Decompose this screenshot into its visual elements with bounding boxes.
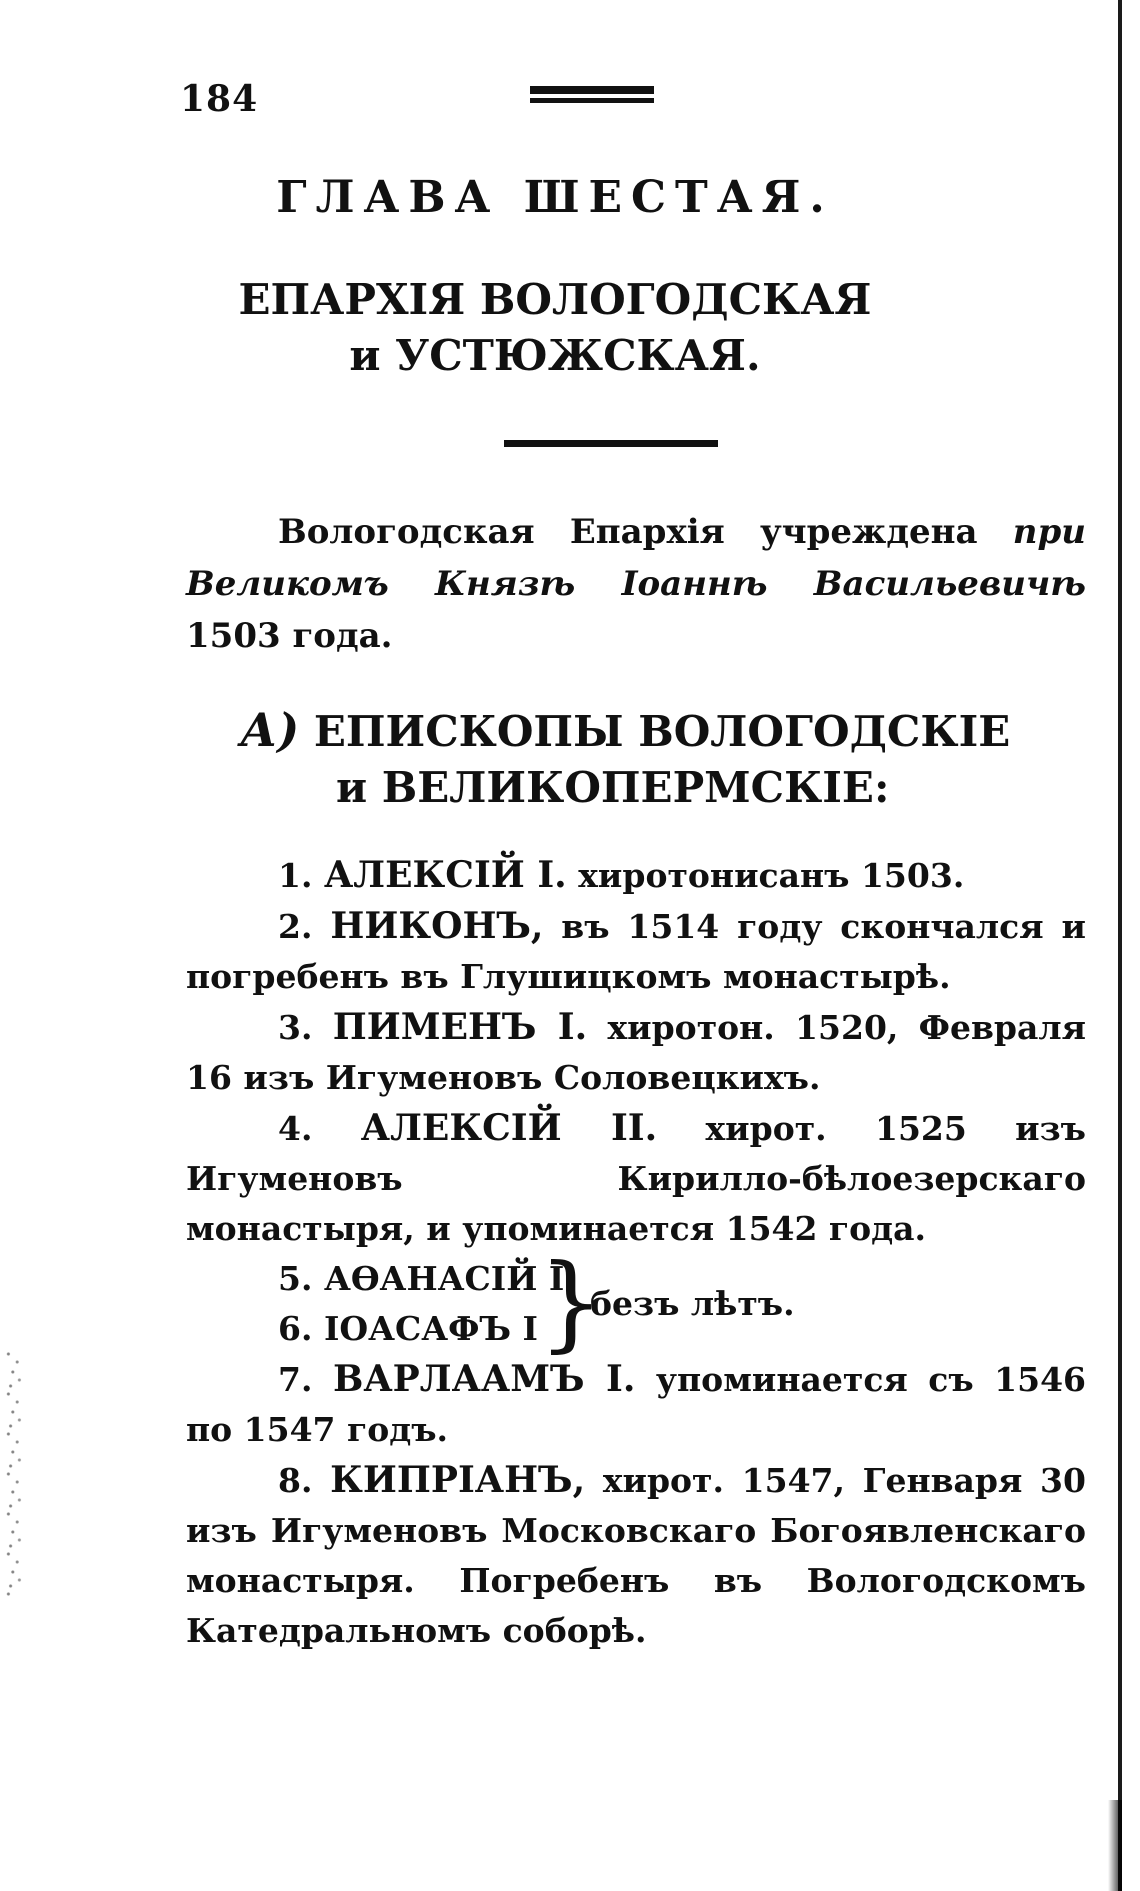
list-item: 2. НИКОНЪ, въ 1514 году скончался и погребенъ въ Глушицкомъ монастырѣ. bbox=[186, 905, 1086, 996]
bishop-name: АЛЕКСІЙ II. bbox=[360, 1107, 658, 1149]
list-item: 1. АЛЕКСІЙ I. хиротонисанъ 1503. bbox=[278, 854, 965, 896]
eparchy-title-line2: и УСТЮЖСКАЯ. bbox=[349, 331, 761, 380]
list-item: 3. ПИМЕНЪ I. хиротон. 1520, Февраля 16 изъ Игуменовъ Соловецкихъ. bbox=[186, 1006, 1086, 1097]
bishop-note: хиротонисанъ 1503. bbox=[578, 856, 965, 895]
list-item: 4. АЛЕКСІЙ II. хирот. 1525 изъ Игуменовъ Кирилло-бѣлоезерскаго монастыря, и упоминается 1542 года. bbox=[186, 1107, 1086, 1248]
list-item: 7. ВАРЛААМЪ I. упоминается съ 1546 по 1547 годъ. bbox=[186, 1358, 1086, 1449]
bishop-note: хирот. 1525 изъ Игуменовъ Кирилло-бѣлоезерскаго монастыря, и упоминается 1542 года. bbox=[186, 1109, 1086, 1248]
bishop-name: ВАРЛААМЪ I. bbox=[332, 1358, 636, 1400]
bishop-name: КИПРІАНЪ, bbox=[330, 1459, 586, 1501]
section-letter: А) bbox=[240, 703, 300, 757]
bishop-name: АЛЕКСІЙ I. bbox=[323, 854, 567, 896]
bishops-list bbox=[186, 850, 1086, 1656]
eparchy-title bbox=[0, 272, 1110, 384]
list-item: 8. КИПРІАНЪ, хирот. 1547, Генваря 30 изъ Игуменовъ Московскаго Богоявленскаго монастыря. Погребенъ въ Вологодскомъ Катедральномъ соборѣ. bbox=[186, 1459, 1086, 1650]
bishop-name: ПИМЕНЪ I. bbox=[332, 1006, 588, 1048]
binding-edge bbox=[1118, 0, 1122, 1891]
brace-note: безъ лѣтъ. bbox=[590, 1284, 795, 1323]
section-divider bbox=[504, 440, 718, 447]
brace-names bbox=[278, 1254, 564, 1354]
eparchy-title-line1: ЕПАРХІЯ ВОЛОГОДСКАЯ bbox=[238, 275, 872, 324]
chapter-title: ГЛАВА ШЕСТАЯ. bbox=[276, 172, 834, 223]
intro-text-italic: при Великомъ Князѣ Іоаннѣ Васильевичѣ bbox=[186, 512, 1087, 604]
bishop-name: 6. ІОАСАФЪ I bbox=[278, 1309, 538, 1348]
bishop-name: НИКОНЪ, bbox=[330, 905, 544, 947]
intro-text-1: Вологодская Епархія учреждена bbox=[278, 512, 978, 552]
page-number: 184 bbox=[180, 78, 259, 120]
intro-text-year: 1503 года. bbox=[186, 616, 393, 656]
header-ornament-rule bbox=[530, 86, 654, 108]
curly-brace-icon: } bbox=[538, 1241, 605, 1363]
bishop-note: хирот. 1547, Генваря 30 изъ Игуменовъ Московскаго Богоявленскаго монастыря. Погребенъ въ Вологодскомъ Катедральномъ соборѣ. bbox=[186, 1461, 1086, 1650]
binding-shadow bbox=[1108, 1800, 1122, 1891]
intro-paragraph bbox=[186, 506, 1086, 662]
bishop-note: въ 1514 году скончался и погребенъ въ Глушицкомъ монастырѣ. bbox=[186, 907, 1086, 996]
brace-group bbox=[186, 1241, 1086, 1363]
section-heading-line1: ЕПИСКОПЫ ВОЛОГОДСКІЕ bbox=[313, 707, 1011, 756]
bishop-note: хиротон. 1520, Февраля 16 изъ Игуменовъ Соловецкихъ. bbox=[186, 1008, 1086, 1097]
scan-speckle bbox=[4, 1350, 26, 1600]
bishop-note: упоминается съ 1546 по 1547 годъ. bbox=[186, 1360, 1086, 1449]
section-heading-line2: и ВЕЛИКОПЕРМСКІЕ: bbox=[336, 763, 890, 812]
section-heading bbox=[240, 702, 1080, 816]
bishop-name: 5. АѲАНАСІЙ I bbox=[278, 1259, 565, 1298]
